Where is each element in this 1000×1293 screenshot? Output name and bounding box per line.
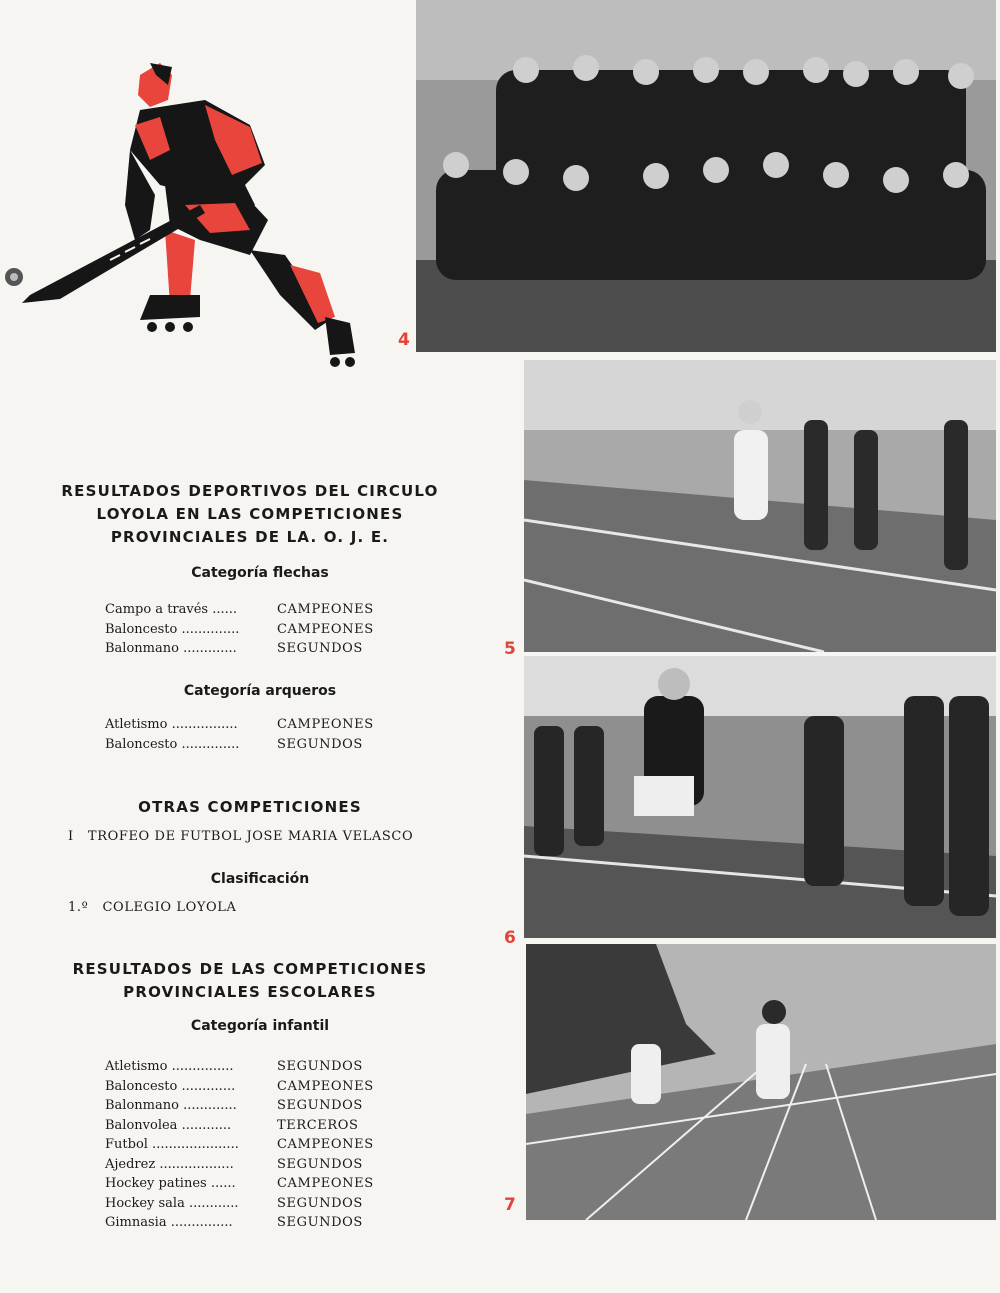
sport-result: CAMPEONES	[277, 1137, 374, 1152]
sport-result: SEGUNDOS	[277, 1195, 363, 1211]
photo-relay	[524, 656, 996, 938]
team-photo-image	[416, 0, 996, 352]
sport-name: Balonmano .............	[105, 1098, 237, 1113]
flechas-heading: Categoría flechas	[191, 565, 329, 581]
arqueros-heading: Categoría arqueros	[183, 683, 337, 699]
relay-photo-image	[524, 656, 996, 938]
results-row	[105, 1116, 435, 1136]
section2-title: OTRAS COMPETICIONES	[138, 798, 362, 816]
sport-result: CAMPEONES	[277, 1078, 374, 1094]
sport-name: Baloncesto ..............	[105, 621, 240, 637]
photo-runner-76	[524, 360, 996, 652]
results-row	[105, 1174, 435, 1194]
sport-result: CAMPEONES	[277, 602, 374, 617]
results-row	[105, 1155, 435, 1175]
section3-title-line1: RESULTADOS DE LAS COMPETICIONES	[72, 960, 428, 978]
section1-title	[60, 480, 440, 549]
runner-photo-image	[524, 360, 996, 652]
sport-result: SEGUNDOS	[277, 641, 363, 656]
sport-name: Atletismo ................	[105, 717, 238, 732]
sport-name: Atletismo ...............	[105, 1059, 234, 1074]
sport-result: SEGUNDOS	[277, 1156, 363, 1172]
sport-result: SEGUNDOS	[277, 1059, 363, 1074]
photo-team	[416, 0, 996, 352]
results-row	[105, 715, 435, 735]
results-row	[105, 1096, 435, 1116]
section1-title-line3: PROVINCIALES DE LA. O. J. E.	[110, 528, 390, 546]
results-row	[105, 1194, 435, 1214]
results-row	[105, 1135, 435, 1155]
sport-result: SEGUNDOS	[277, 1215, 363, 1230]
results-row	[105, 1057, 435, 1077]
sport-name: Futbol .....................	[105, 1137, 239, 1152]
sport-result: CAMPEONES	[277, 621, 374, 637]
infantil-heading: Categoría infantil	[190, 1018, 330, 1034]
sport-name: Hockey patines ......	[105, 1176, 236, 1191]
section1-title-line2: LOYOLA EN LAS COMPETICIONES	[96, 505, 404, 523]
photo-number-5: 5	[504, 639, 516, 659]
arqueros-results	[105, 715, 435, 754]
photo-number-7: 7	[504, 1195, 516, 1215]
infantil-results	[105, 1057, 435, 1233]
clasificacion-heading: Clasificación	[210, 871, 310, 887]
sport-name: Baloncesto ..............	[105, 736, 240, 752]
results-row	[105, 600, 435, 620]
photo-number-6: 6	[504, 928, 516, 948]
trophy-line: I TROFEO DE FUTBOL JOSE MARIA VELASCO	[68, 829, 414, 844]
results-row	[105, 639, 435, 659]
results-row	[105, 1213, 435, 1233]
sport-name: Baloncesto .............	[105, 1078, 236, 1094]
results-row	[105, 1077, 435, 1097]
sport-result: CAMPEONES	[277, 717, 374, 732]
results-row	[105, 735, 435, 755]
sport-result: SEGUNDOS	[277, 1098, 363, 1113]
sport-name: Hockey sala ............	[105, 1195, 239, 1211]
sport-result: CAMPEONES	[277, 1176, 374, 1191]
clasificacion-line: 1.º COLEGIO LOYOLA	[68, 900, 237, 915]
sport-result: SEGUNDOS	[277, 736, 363, 752]
sport-name: Ajedrez ..................	[105, 1156, 234, 1172]
sport-name: Gimnasia ...............	[105, 1215, 233, 1230]
photo-runner-38	[526, 944, 996, 1220]
section3-title-line2: PROVINCIALES ESCOLARES	[123, 983, 377, 1001]
sport-name: Campo a través ......	[105, 602, 238, 617]
sport-name: Balonvolea ............	[105, 1117, 232, 1133]
flechas-results	[105, 600, 435, 659]
section3-title	[60, 958, 440, 1004]
section1-title-line1: RESULTADOS DEPORTIVOS DEL CIRCULO	[61, 482, 439, 500]
hockey-player-drawing	[0, 55, 370, 375]
sport-result: TERCEROS	[277, 1117, 359, 1133]
results-row	[105, 620, 435, 640]
runner-38-photo-image	[526, 944, 996, 1220]
hockey-player-illustration	[0, 55, 370, 375]
sport-name: Balonmano .............	[105, 641, 237, 656]
photo-number-4: 4	[398, 330, 410, 350]
